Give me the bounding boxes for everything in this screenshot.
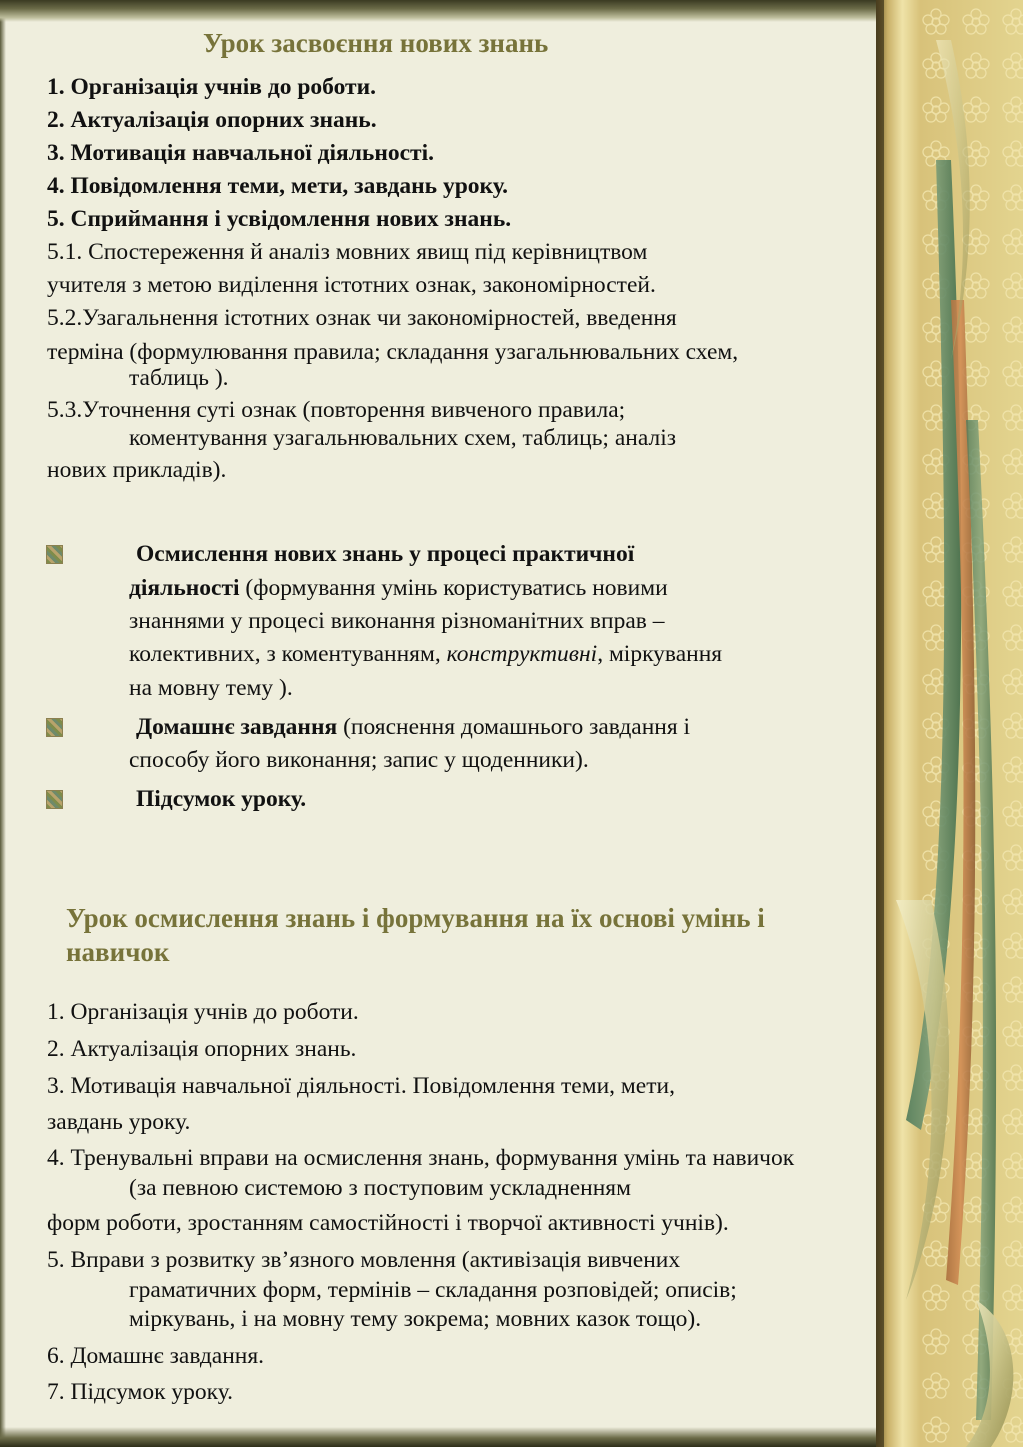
s1-sub-5-2-line1: 5.2.Узагальнення істотних ознак чи закономірностей, введення — [47, 305, 677, 331]
s1-bullet2-line1 — [136, 713, 690, 741]
s2-line-11: 6. Домашнє завдання. — [47, 1343, 265, 1369]
s1-bullet1-rest: (формування умінь користуватись новими — [239, 575, 668, 601]
s1-sub-5-2-line2: терміна (формулювання правила; складання узагальнювальних схем, — [47, 339, 739, 365]
s1-item-4: 4. Повідомлення теми, мети, завдань уроку. — [47, 173, 509, 199]
s1-bullet1-line3: знаннями у процесі виконання різноманітних вправ – — [129, 608, 665, 634]
s1-sub-5-3-line3: нових прикладів). — [47, 457, 227, 483]
s1-bullet1-line4b: , міркування — [597, 641, 723, 667]
s1-bullet1-italic: конструктивні — [446, 641, 598, 667]
s2-line-4: завдань уроку. — [47, 1109, 191, 1135]
s2-line-3: 3. Мотивація навчальної діяльності. Повідомлення теми, мети, — [47, 1073, 675, 1099]
s1-sub-5-1-line2: учителя з метою виділення істотних ознак, закономірностей. — [47, 272, 656, 298]
s1-bullet1-line4 — [129, 640, 722, 668]
s1-item-2: 2. Актуалізація опорних знань. — [47, 107, 377, 133]
s1-item-3: 3. Мотивація навчальної діяльності. — [47, 140, 435, 166]
s1-item-1: 1. Організація учнів до роботи. — [47, 74, 376, 100]
s2-line-7: форм роботи, зростанням самостійності і творчої активності учнів). — [47, 1210, 729, 1236]
s2-line-12: 7. Підсумок уроку. — [47, 1379, 234, 1405]
s2-line-10: міркувань, і на мовну тему зокрема; мовних казок тощо). — [129, 1306, 702, 1332]
s1-sub-5-3-line2: коментування узагальнювальних схем, таблиць; аналіз — [129, 425, 677, 451]
s1-bullet1-line4a: колективних, з коментуванням, — [129, 641, 447, 667]
s2-line-8: 5. Вправи з розвитку зв’язного мовлення (активізація вивчених — [47, 1247, 681, 1273]
s1-item-5: 5. Сприймання і усвідомлення нових знань. — [47, 206, 512, 232]
s1-bullet2-rest: (пояснення домашнього завдання і — [337, 714, 691, 740]
bullet-square-icon — [46, 545, 63, 564]
section2-title: Урок осмислення знань і формування на їх основі умінь і навичок — [66, 903, 765, 967]
s1-sub-5-2-line3: таблиць ). — [129, 365, 229, 391]
s1-bullet3: Підсумок уроку. — [136, 786, 307, 812]
s2-line-5: 4. Тренувальні вправи на осмислення знань, формування умінь та навичок — [47, 1145, 795, 1171]
s1-bullet2-bold: Домашнє завдання — [136, 714, 338, 740]
s1-bullet1-line2 — [129, 574, 668, 602]
s1-bullet2-line2: способу його виконання; запис у щоденники). — [129, 747, 589, 773]
s2-line-2: 2. Актуалізація опорних знань. — [47, 1036, 357, 1062]
s2-line-6: (за певною системою з поступовим ускладненням — [129, 1175, 631, 1201]
section1-title: Урок засвоєння нових знань — [203, 28, 549, 58]
s2-line-1: 1. Організація учнів до роботи. — [47, 999, 359, 1025]
s1-bullet1-bold: діяльності — [129, 575, 240, 601]
s1-bullet1-line1: Осмислення нових знань у процесі практичної — [136, 541, 635, 567]
bullet-square-icon — [46, 718, 63, 737]
s1-bullet1-line5: на мовну тему ). — [129, 675, 293, 701]
bullet-square-icon — [46, 790, 63, 809]
s2-line-9: граматичних форм, термінів – складання розповідей; описів; — [129, 1277, 737, 1303]
s1-sub-5-3-line1: 5.3.Уточнення суті ознак (повторення вивченого правила; — [47, 397, 626, 423]
s1-sub-5-1-line1: 5.1. Спостереження й аналіз мовних явищ під керівництвом — [47, 239, 648, 265]
